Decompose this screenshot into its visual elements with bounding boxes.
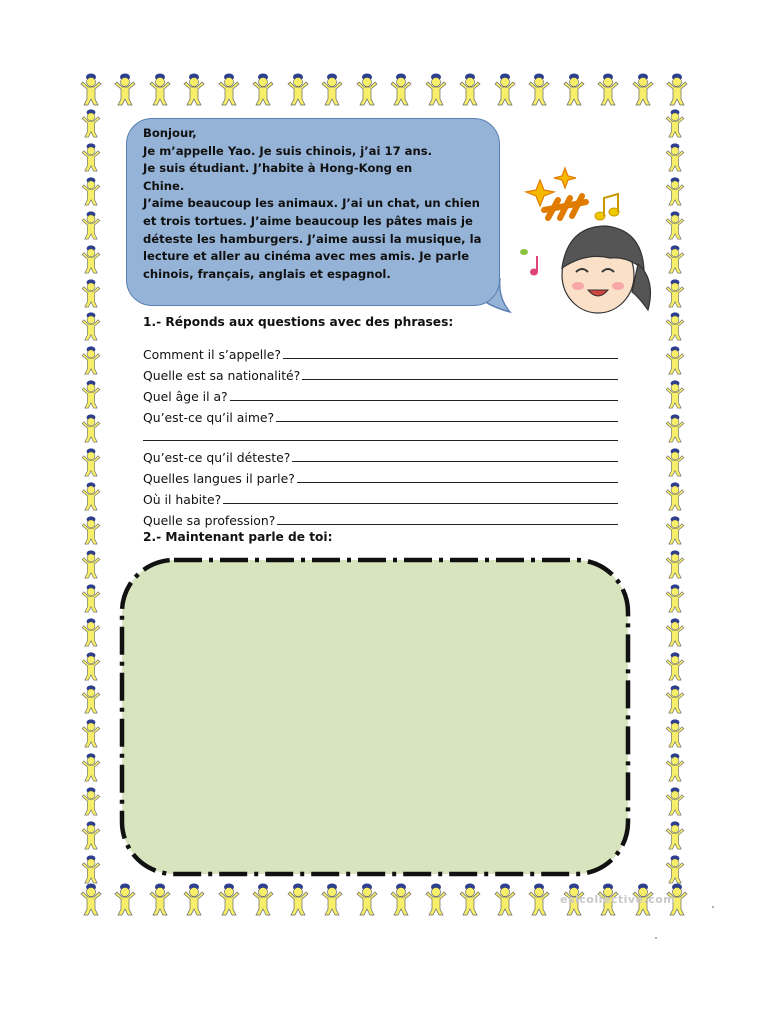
question-row (143, 344, 618, 362)
cartoon-chef-figure-icon (526, 882, 552, 916)
question-label: Comment il s’appelle? (143, 347, 281, 362)
cartoon-chef-figure-icon (423, 882, 449, 916)
bubble-line: lecture et aller au cinéma avec mes amis. Je parle (143, 249, 470, 264)
cartoon-chef-figure-icon (216, 882, 242, 916)
question-row (143, 468, 618, 486)
cartoon-chef-figure-icon (147, 882, 173, 916)
question-row (143, 489, 618, 507)
cartoon-chef-figure-icon (78, 651, 104, 681)
question-label: Qu’est-ce qu’il aime? (143, 410, 275, 425)
cartoon-chef-figure-icon (78, 752, 104, 782)
answer-line[interactable] (292, 461, 618, 462)
cartoon-chef-figure-icon (662, 718, 688, 748)
cartoon-chef-figure-icon (662, 447, 688, 477)
cartoon-chef-figure-icon (354, 72, 380, 106)
cartoon-chef-figure-icon (662, 684, 688, 714)
question-row (143, 447, 618, 465)
cartoon-chef-figure-icon (78, 311, 104, 341)
writing-area[interactable] (118, 556, 632, 878)
question-label: Quel âge il a? (143, 389, 228, 404)
cartoon-chef-figure-icon (78, 617, 104, 647)
cartoon-chef-figure-icon (457, 882, 483, 916)
cartoon-chef-figure-icon (662, 481, 688, 511)
cartoon-chef-figure-icon (662, 651, 688, 681)
cartoon-chef-figure-icon (78, 854, 104, 884)
cartoon-chef-figure-icon (664, 72, 690, 106)
cartoon-chef-figure-icon (662, 278, 688, 308)
cartoon-chef-figure-icon (662, 752, 688, 782)
cartoon-chef-figure-icon (662, 345, 688, 375)
cartoon-chef-figure-icon (662, 820, 688, 850)
cartoon-chef-figure-icon (78, 583, 104, 613)
bubble-line: Bonjour, (143, 126, 197, 140)
cartoon-chef-figure-icon (181, 72, 207, 106)
boy-with-bandana-icon (510, 160, 660, 330)
cartoon-chef-figure-icon (561, 72, 587, 106)
cartoon-chef-figure-icon (492, 72, 518, 106)
cartoon-chef-figure-icon (662, 515, 688, 545)
cartoon-chef-figure-icon (354, 882, 380, 916)
cartoon-chef-figure-icon (78, 786, 104, 816)
cartoon-chef-figure-icon (78, 684, 104, 714)
border-right (662, 108, 690, 884)
cartoon-chef-figure-icon (285, 72, 311, 106)
cartoon-chef-figure-icon (662, 549, 688, 579)
cartoon-chef-figure-icon (78, 72, 104, 106)
cartoon-chef-figure-icon (423, 72, 449, 106)
cartoon-chef-figure-icon (78, 278, 104, 308)
cartoon-chef-figure-icon (78, 108, 104, 138)
question-label: Quelle sa profession? (143, 513, 276, 528)
question-row (143, 510, 618, 528)
speech-bubble (126, 118, 500, 306)
cartoon-chef-figure-icon (662, 413, 688, 443)
question-row (143, 386, 618, 404)
cartoon-chef-figure-icon (78, 210, 104, 240)
bubble-line: chinois, français, anglais et espagnol. (143, 266, 391, 281)
cartoon-chef-figure-icon (595, 72, 621, 106)
question-row (143, 407, 618, 425)
cartoon-chef-figure-icon (78, 882, 104, 916)
speck (712, 906, 714, 908)
bubble-line: déteste les hamburgers. J’aime aussi la musique, la (143, 231, 482, 246)
cartoon-chef-figure-icon (78, 820, 104, 850)
cartoon-chef-figure-icon (250, 882, 276, 916)
cartoon-chef-figure-icon (78, 413, 104, 443)
question-label: Où il habite? (143, 492, 222, 507)
cartoon-chef-figure-icon (662, 854, 688, 884)
answer-line[interactable] (230, 400, 618, 401)
bubble-line: Je suis étudiant. J’habite à Hong-Kong en (143, 161, 413, 176)
cartoon-chef-figure-icon (319, 72, 345, 106)
cartoon-chef-figure-icon (662, 786, 688, 816)
speck (655, 937, 657, 939)
cartoon-chef-figure-icon (630, 72, 656, 106)
cartoon-chef-figure-icon (216, 72, 242, 106)
question-row (143, 365, 618, 383)
answer-line[interactable] (297, 482, 618, 483)
cartoon-chef-figure-icon (78, 447, 104, 477)
cartoon-chef-figure-icon (78, 244, 104, 274)
cartoon-chef-figure-icon (662, 108, 688, 138)
border-left (78, 108, 106, 884)
cartoon-chef-figure-icon (662, 244, 688, 274)
cartoon-chef-figure-icon (285, 882, 311, 916)
answer-line-extra[interactable] (143, 440, 618, 441)
cartoon-chef-figure-icon (662, 176, 688, 206)
cartoon-chef-figure-icon (662, 617, 688, 647)
answer-line[interactable] (302, 379, 618, 380)
cartoon-chef-figure-icon (526, 72, 552, 106)
cartoon-chef-figure-icon (662, 311, 688, 341)
cartoon-chef-figure-icon (78, 718, 104, 748)
cartoon-chef-figure-icon (181, 882, 207, 916)
bubble-line: J’aime beaucoup les animaux. J’ai un chat, un chien (143, 196, 480, 211)
cartoon-chef-figure-icon (662, 583, 688, 613)
question-label: Quelles langues il parle? (143, 471, 295, 486)
cartoon-chef-figure-icon (78, 176, 104, 206)
section-2-title: 2.- Maintenant parle de toi: (143, 530, 333, 544)
cartoon-chef-figure-icon (78, 481, 104, 511)
cartoon-chef-figure-icon (662, 142, 688, 172)
cartoon-chef-figure-icon (662, 210, 688, 240)
cartoon-chef-figure-icon (319, 882, 345, 916)
cartoon-chef-figure-icon (662, 379, 688, 409)
cartoon-chef-figure-icon (78, 345, 104, 375)
cartoon-chef-figure-icon (112, 72, 138, 106)
cartoon-chef-figure-icon (147, 72, 173, 106)
question-label: Quelle est sa nationalité? (143, 368, 301, 383)
bubble-line: Je m’appelle Yao. Je suis chinois, j’ai 17 ans. (143, 143, 433, 158)
cartoon-chef-figure-icon (78, 549, 104, 579)
bubble-line: et trois tortues. J’aime beaucoup les pâtes mais je (143, 213, 473, 228)
cartoon-chef-figure-icon (112, 882, 138, 916)
section-1-title: 1.- Réponds aux questions avec des phrases: (143, 315, 454, 329)
cartoon-chef-figure-icon (492, 882, 518, 916)
cartoon-chef-figure-icon (78, 515, 104, 545)
answer-line[interactable] (277, 524, 618, 525)
cartoon-chef-figure-icon (78, 379, 104, 409)
cartoon-chef-figure-icon (388, 72, 414, 106)
answer-line[interactable] (223, 503, 618, 504)
cartoon-chef-figure-icon (78, 142, 104, 172)
border-top (78, 72, 690, 108)
cartoon-chef-figure-icon (388, 882, 414, 916)
answer-line[interactable] (283, 358, 618, 359)
cartoon-chef-figure-icon (457, 72, 483, 106)
cartoon-chef-figure-icon (250, 72, 276, 106)
question-label: Qu’est-ce qu’il déteste? (143, 450, 291, 465)
watermark-text: eslcollective.com (560, 893, 676, 906)
bubble-line: Chine. (143, 178, 185, 193)
answer-line[interactable] (276, 421, 618, 422)
